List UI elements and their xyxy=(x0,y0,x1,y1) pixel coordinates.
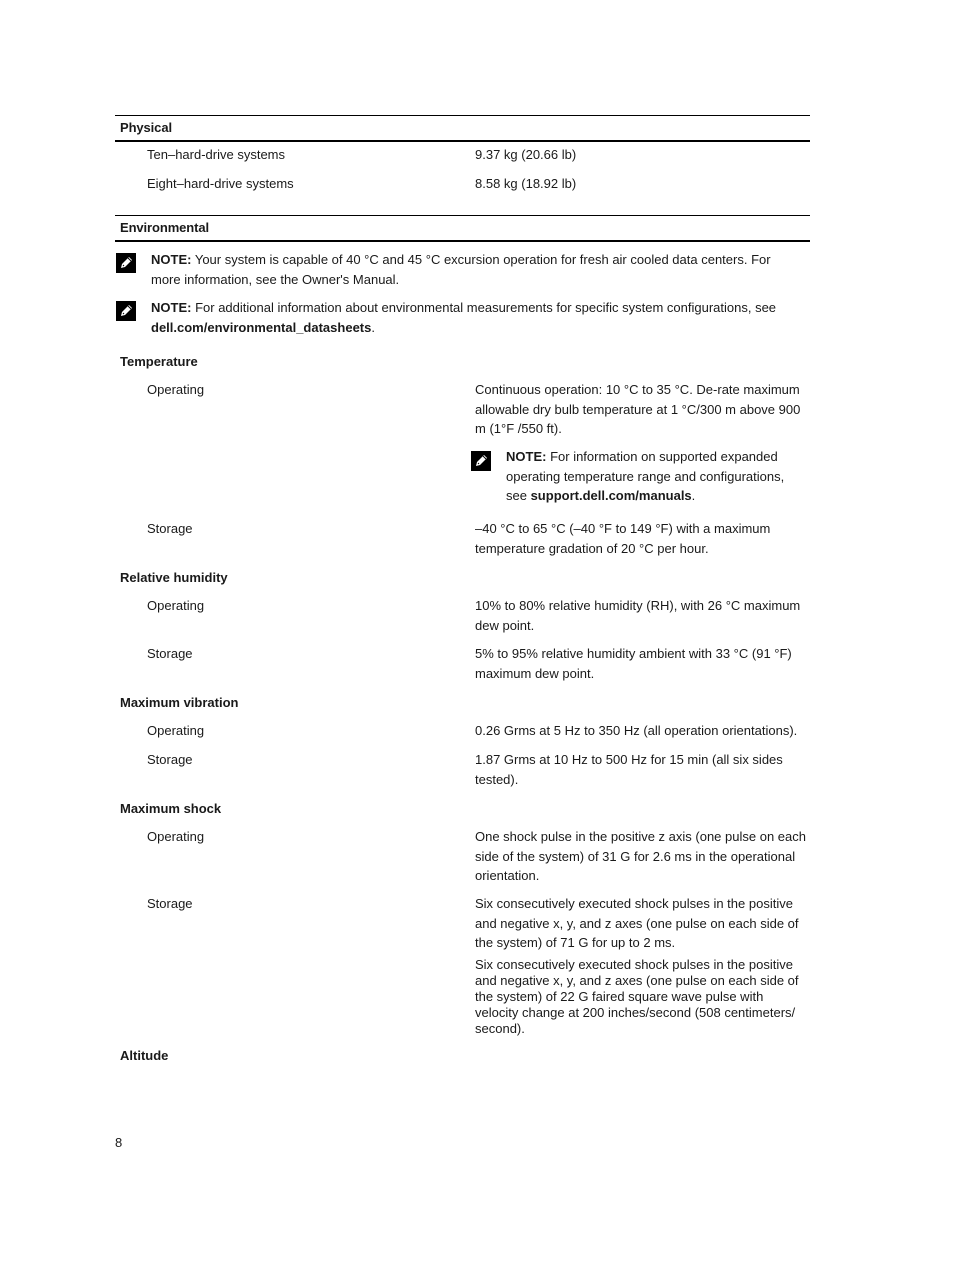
humidity-storage-value: 5% to 95% relative humidity ambient with 33 °C (91 °F) maximum dew point. xyxy=(475,646,792,681)
vibration-operating-label: Operating xyxy=(147,723,205,738)
environmental-heading: Environmental xyxy=(120,220,209,235)
vibration-heading: Maximum vibration xyxy=(120,695,239,710)
shock-storage-value-1: Six consecutively executed shock pulses in the positive and negative x, y, and z axes (one pulse on each side of the system) of 71 G for up to 2 ms. xyxy=(475,896,799,950)
physical-row-value: 9.37 kg (20.66 lb) xyxy=(475,147,577,162)
section-bottom-rule xyxy=(115,240,810,242)
temperature-heading: Temperature xyxy=(120,354,198,369)
note-pencil-icon xyxy=(471,451,491,471)
environmental-note-1 xyxy=(151,250,801,289)
humidity-heading: Relative humidity xyxy=(120,570,228,585)
note-label: NOTE: xyxy=(506,449,547,464)
humidity-storage-label: Storage xyxy=(147,646,193,661)
section-top-rule xyxy=(115,115,810,116)
note-text: For additional information about environmental measurements for specific system configurations, see xyxy=(195,300,777,315)
environmental-note-2 xyxy=(151,298,801,337)
shock-operating-label: Operating xyxy=(147,829,205,844)
vibration-operating-value: 0.26 Grms at 5 Hz to 350 Hz (all operation orientations). xyxy=(475,723,798,738)
temperature-operating-note xyxy=(506,447,796,506)
shock-storage-label: Storage xyxy=(147,896,193,911)
physical-row-label: Ten–hard-drive systems xyxy=(147,147,285,162)
page-number: 8 xyxy=(115,1135,123,1150)
note-label: NOTE: xyxy=(151,252,192,267)
shock-heading: Maximum shock xyxy=(120,801,222,816)
note-pencil-icon xyxy=(116,253,136,273)
shock-operating-value: One shock pulse in the positive z axis (one pulse on each side of the system) of 31 G for 2.6 ms in the operational orientation. xyxy=(475,829,806,883)
support-manuals-link[interactable]: support.dell.com/manuals xyxy=(530,488,692,503)
section-top-rule xyxy=(115,215,810,216)
vibration-storage-label: Storage xyxy=(147,752,193,767)
environmental-datasheets-link[interactable]: dell.com/environmental_datasheets xyxy=(151,319,372,335)
note-text: For information on supported expanded operating temperature range and configurations, see xyxy=(506,449,785,503)
altitude-heading: Altitude xyxy=(120,1048,169,1063)
vibration-storage-value: 1.87 Grms at 10 Hz to 500 Hz for 15 min (all six sides tested). xyxy=(475,752,783,787)
temperature-storage-label: Storage xyxy=(147,521,193,536)
humidity-operating-value: 10% to 80% relative humidity (RH), with 26 °C maximum dew point. xyxy=(475,598,801,633)
note-pencil-icon xyxy=(116,301,136,321)
temperature-operating-label: Operating xyxy=(147,382,205,397)
note-end: . xyxy=(371,319,375,335)
note-text: Your system is capable of 40 °C and 45 °C excursion operation for fresh air cooled data centers. For more information, see the Owner's Manual. xyxy=(151,252,771,287)
temperature-operating-value: Continuous operation: 10 °C to 35 °C. De-rate maximum allowable dry bulb temperature at 1 °C/300 m above 900 m (1°F /550 ft). xyxy=(475,382,801,436)
note-end: . xyxy=(691,488,696,503)
physical-row-value: 8.58 kg (18.92 lb) xyxy=(475,176,577,191)
section-bottom-rule xyxy=(115,140,810,142)
shock-storage-value-2: Six consecutively executed shock pulses in the positive and negative x, y, and z axes (one pulse on each side of the system) of 22 G faired square wave pulse with velocity change at 200 inches/second (508 centimeters/ second). xyxy=(475,957,799,1036)
humidity-operating-label: Operating xyxy=(147,598,205,613)
note-label: NOTE: xyxy=(151,300,192,315)
physical-row-label: Eight–hard-drive systems xyxy=(147,176,294,191)
temperature-storage-value: –40 °C to 65 °C (–40 °F to 149 °F) with a maximum temperature gradation of 20 °C per hour. xyxy=(475,521,771,556)
physical-heading: Physical xyxy=(120,120,172,135)
